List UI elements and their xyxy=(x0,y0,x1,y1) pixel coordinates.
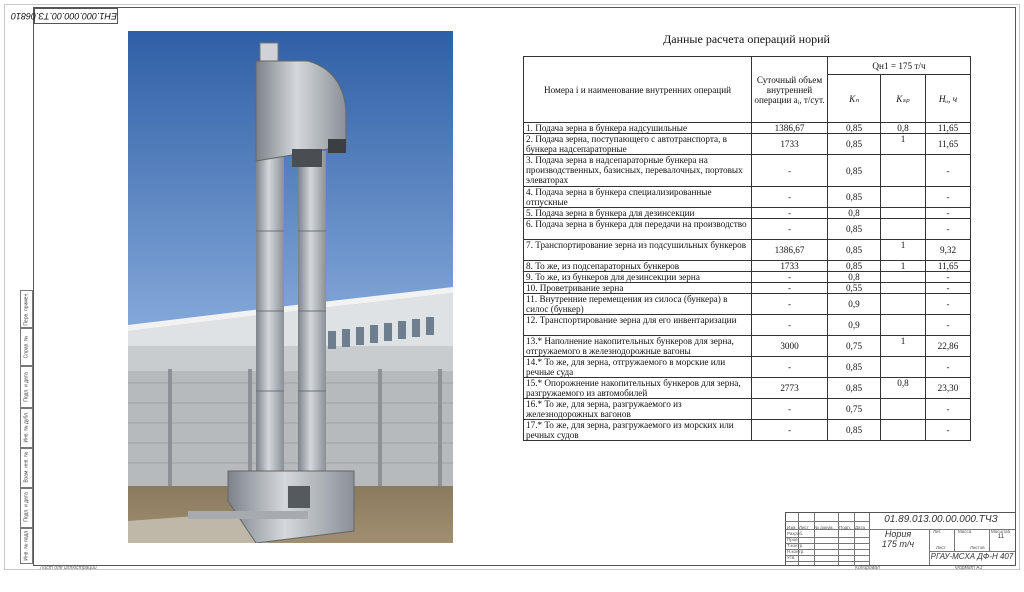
table-row xyxy=(524,315,971,336)
operation-name-cell: 7. Транспортирование зерна из подсушильных бункеров xyxy=(524,240,752,261)
daily-volume-cell: 1733 xyxy=(752,134,828,155)
k-n-cell: 0,85 xyxy=(828,187,881,208)
stamp-label: Масштаб xyxy=(991,529,1011,534)
h-ch-cell: 11,65 xyxy=(926,261,971,272)
operation-name-cell: 8. То же, из подсепараторных бункеров xyxy=(524,261,752,272)
stamp-label: Н.контр. xyxy=(787,549,805,554)
stamp-label: Утв. xyxy=(787,555,796,560)
daily-volume-cell: - xyxy=(752,155,828,187)
daily-volume-cell: - xyxy=(752,294,828,315)
stamp-title-line2: 175 т/ч xyxy=(881,539,915,549)
k-n-cell: 0,85 xyxy=(828,240,881,261)
daily-volume-cell: 3000 xyxy=(752,336,828,357)
h-ch-cell: - xyxy=(926,187,971,208)
daily-volume-cell: - xyxy=(752,315,828,336)
strip-label: Справ. № xyxy=(23,335,30,359)
daily-volume-cell: - xyxy=(752,283,828,294)
table-row xyxy=(524,283,971,294)
stamp-label: Разраб. xyxy=(787,531,804,536)
k-n-cell: 0,8 xyxy=(828,208,881,219)
table-row xyxy=(524,357,971,378)
k-sp-cell: 0,8 xyxy=(881,123,926,134)
table-row xyxy=(524,208,971,219)
operation-name-cell: 2. Подача зерна, поступающего с автотранспорта, в бункера надсепараторные xyxy=(524,134,752,155)
table-row xyxy=(524,219,971,240)
h-ch-cell: 23,30 xyxy=(926,378,971,399)
stamp-label: Лит. xyxy=(933,529,942,534)
k-n-cell: 0,75 xyxy=(828,399,881,420)
strip-label: Инв. № дубл. xyxy=(23,411,30,443)
h-ch-cell: 9,32 xyxy=(926,240,971,261)
operation-name-cell: 11. Внутренние перемещения из силоса (бункера) в силос (бункер) xyxy=(524,294,752,315)
stamp-sheet-count: 11 xyxy=(997,534,1005,540)
stamp-label: Подп. xyxy=(839,525,851,530)
stamp-label: Пров. xyxy=(787,537,799,542)
header-daily-volume: Суточный объем внутренней операции aᵢ, т/сут. xyxy=(752,57,828,123)
h-ch-cell: - xyxy=(926,399,971,420)
table-row xyxy=(524,272,971,283)
stamp-label: Лист xyxy=(799,525,809,530)
strip-label: Подп. и дата xyxy=(23,372,30,402)
daily-volume-cell: 1386,67 xyxy=(752,240,828,261)
daily-volume-cell: - xyxy=(752,208,828,219)
header-group: Qн1 = 175 т/ч xyxy=(828,57,971,75)
operation-name-cell: 9. То же, из бункеров для дезинсекции зерна xyxy=(524,272,752,283)
k-n-cell: 0,85 xyxy=(828,420,881,441)
table-row xyxy=(524,240,971,261)
h-ch-cell: - xyxy=(926,155,971,187)
table-row xyxy=(524,134,971,155)
k-n-cell: 0,9 xyxy=(828,294,881,315)
h-ch-cell: - xyxy=(926,420,971,441)
h-ch-cell: 22,86 xyxy=(926,336,971,357)
daily-volume-cell: - xyxy=(752,357,828,378)
k-n-cell: 0,85 xyxy=(828,155,881,187)
operation-name-cell: 5. Подача зерна в бункера для дезинсекции xyxy=(524,208,752,219)
doc-code-top: ЕН1.000.000.00.ТЗ.06810 xyxy=(34,8,118,24)
strip-label: Подп. и дата xyxy=(23,492,30,522)
table-row xyxy=(524,399,971,420)
operation-name-cell: 4. Подача зерна в бункера специализированные отпускные xyxy=(524,187,752,208)
h-ch-cell: 11,65 xyxy=(926,134,971,155)
strip-label: Перв. примен. xyxy=(23,292,30,326)
k-sp-cell xyxy=(881,294,926,315)
operation-name-cell: 1. Подача зерна в бункера надсушильные xyxy=(524,123,752,134)
k-sp-cell xyxy=(881,399,926,420)
header-h-ch: Hᵤ, ч xyxy=(926,75,971,123)
k-sp-cell: 1 xyxy=(881,134,926,155)
stamp-organization: РГАУ-МСХА ДФ-Н 407 xyxy=(930,552,1014,561)
daily-volume-cell: 1733 xyxy=(752,261,828,272)
left-binding-strip xyxy=(20,290,33,564)
table-row xyxy=(524,123,971,134)
stamp-title xyxy=(868,529,928,549)
table-body xyxy=(524,123,971,441)
k-sp-cell xyxy=(881,208,926,219)
k-n-cell: 0,85 xyxy=(828,123,881,134)
stamp-label: Дата xyxy=(855,525,865,530)
table-row xyxy=(524,336,971,357)
operation-name-cell: 16.* То же, для зерна, разгружаемого из железнодорожных вагонов xyxy=(524,399,752,420)
k-n-cell: 0,85 xyxy=(828,378,881,399)
daily-volume-cell: 1386,67 xyxy=(752,123,828,134)
footer-right: Формат А3 xyxy=(955,565,983,571)
daily-volume-cell: 2773 xyxy=(752,378,828,399)
stamp-title-line1: Нория xyxy=(884,529,912,539)
k-sp-cell xyxy=(881,357,926,378)
operation-name-cell: 3. Подача зерна в надсепараторные бункера на производственных, базисных, перевалочных, портовых элеваторах xyxy=(524,155,752,187)
k-sp-cell: 0,8 xyxy=(881,378,926,399)
operation-name-cell: 10. Проветривание зерна xyxy=(524,283,752,294)
k-n-cell: 0,85 xyxy=(828,134,881,155)
k-sp-cell xyxy=(881,155,926,187)
operation-name-cell: 15.* Опорожнение накопительных бункеров для зерна, разгружаемого из автомобилей xyxy=(524,378,752,399)
header-k-sp: Kₛₚ xyxy=(881,75,926,123)
stamp-label: Изм. xyxy=(787,525,797,530)
daily-volume-cell: - xyxy=(752,399,828,420)
h-ch-cell: - xyxy=(926,315,971,336)
k-n-cell: 0,9 xyxy=(828,315,881,336)
h-ch-cell: - xyxy=(926,283,971,294)
strip-label: Инв. № подл. xyxy=(23,529,30,561)
k-sp-cell xyxy=(881,420,926,441)
k-n-cell: 0,85 xyxy=(828,219,881,240)
stamp-label: Масса xyxy=(958,529,972,534)
daily-volume-cell: - xyxy=(752,187,828,208)
elevator-illustration xyxy=(128,31,453,543)
elevator-photo xyxy=(128,31,453,543)
k-n-cell: 0,8 xyxy=(828,272,881,283)
h-ch-cell: 11,65 xyxy=(926,123,971,134)
stamp-label: Т.контр. xyxy=(787,543,804,548)
strip-label: Взам. инв. № xyxy=(23,451,30,483)
k-sp-cell xyxy=(881,283,926,294)
k-sp-cell: 1 xyxy=(881,336,926,357)
footer-left: Лист для иллюстраций xyxy=(40,565,97,571)
daily-volume-cell: - xyxy=(752,219,828,240)
table-row xyxy=(524,378,971,399)
k-n-cell: 0,85 xyxy=(828,357,881,378)
operation-name-cell: 12. Транспортирование зерна для его инвентаризации xyxy=(524,315,752,336)
k-sp-cell xyxy=(881,187,926,208)
operation-name-cell: 17.* То же, для зерна, разгружаемого из морских или речных судов xyxy=(524,420,752,441)
h-ch-cell: - xyxy=(926,294,971,315)
operation-name-cell: 6. Подача зерна в бункера для передачи на производство xyxy=(524,219,752,240)
header-k-n: Kₙ xyxy=(828,75,881,123)
operation-name-cell: 13.* Наполнение накопительных бункеров для зерна, отгружаемого в железнодорожные вагоны xyxy=(524,336,752,357)
k-sp-cell: 1 xyxy=(881,240,926,261)
k-sp-cell: 1 xyxy=(881,261,926,272)
daily-volume-cell: - xyxy=(752,420,828,441)
k-sp-cell xyxy=(881,219,926,240)
k-sp-cell xyxy=(881,315,926,336)
table-row xyxy=(524,294,971,315)
k-n-cell: 0,85 xyxy=(828,261,881,272)
k-n-cell: 0,75 xyxy=(828,336,881,357)
table-row xyxy=(524,261,971,272)
daily-volume-cell: - xyxy=(752,272,828,283)
table-title: Данные расчета операций норий xyxy=(663,32,830,46)
k-sp-cell xyxy=(881,272,926,283)
h-ch-cell: - xyxy=(926,208,971,219)
table-row xyxy=(524,187,971,208)
footer-mid: Копировал xyxy=(855,565,880,571)
header-operation: Номера i и наименование внутренних операций xyxy=(524,57,752,123)
stamp-label: Лист xyxy=(936,545,946,550)
operation-name-cell: 14.* То же, для зерна, отгружаемого в морские или речные суда xyxy=(524,357,752,378)
table-row xyxy=(524,420,971,441)
table-row xyxy=(524,155,971,187)
stamp-label: № докум. xyxy=(814,525,834,530)
stamp-label: Листов xyxy=(970,545,985,550)
k-n-cell: 0,55 xyxy=(828,283,881,294)
norms-table xyxy=(523,56,971,441)
h-ch-cell: - xyxy=(926,357,971,378)
h-ch-cell: - xyxy=(926,272,971,283)
stamp-doc-code: 01.89.013.00.00.000.ТЧЗ xyxy=(884,514,998,525)
h-ch-cell: - xyxy=(926,219,971,240)
